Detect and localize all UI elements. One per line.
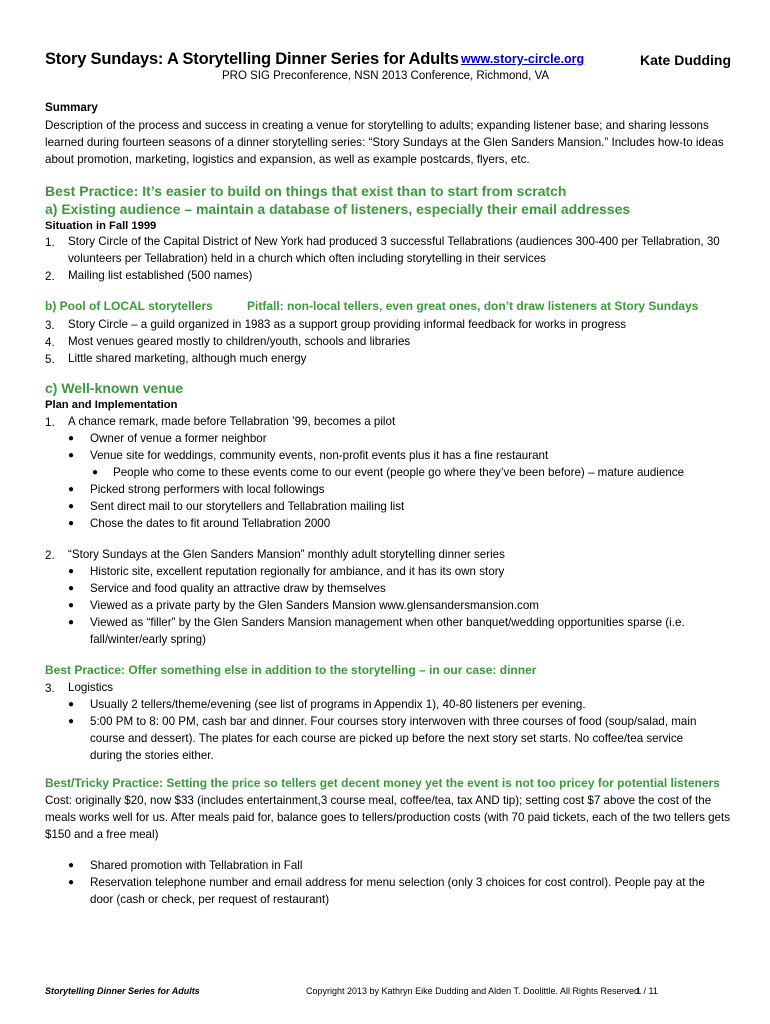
list-item: A chance remark, made before Tellabration ’99, becomes a pilot <box>68 415 396 428</box>
doc-title: Story Sundays: A Storytelling Dinner Series for Adults <box>45 50 459 68</box>
bullet-item: Historic site, excellent reputation regionally for ambiance, and it has its own story <box>90 565 505 578</box>
bullet-dot-icon: ● <box>92 467 99 478</box>
bullet-item: Owner of venue a former neighbor <box>90 432 267 445</box>
list-number: 4. <box>45 336 55 349</box>
bullet-dot-icon: ● <box>68 877 75 888</box>
bullet-dot-icon: ● <box>68 860 75 871</box>
list-item: Story Circle of the Capital District of New York had produced 3 successful Tellabrations (audiences 300-400 per Tellabration, 30 volunteers per Tellabration) held in a church which often including storytelling in their services <box>68 235 720 265</box>
bullet-dot-icon: ● <box>68 450 75 461</box>
list-item: Logistics <box>68 681 114 694</box>
bullet-item: Viewed as “filler” by the Glen Sanders Mansion management when other banquet/wedding opportunities sparse (i.e. fall/winter/early spring) <box>90 616 685 646</box>
doc-subtitle: PRO SIG Preconference, NSN 2013 Conference, Richmond, VA <box>222 70 550 82</box>
list-item: Most venues geared mostly to children/youth, schools and libraries <box>68 335 411 348</box>
best-practice-3-heading: Best/Tricky Practice: Setting the price so tellers get decent money yet the event is not too pricey for potential listeners <box>45 776 720 790</box>
list-number: 2. <box>45 270 55 283</box>
footer-copyright: Copyright 2013 by Kathryn Eike Dudding and Alden T. Doolittle. All Rights Reserved. <box>306 986 642 996</box>
plan-heading: Plan and Implementation <box>45 399 178 411</box>
bullet-dot-icon: ● <box>68 600 75 611</box>
list-number: 5. <box>45 353 55 366</box>
bullet-item: Venue site for weddings, community events, non-profit events plus it has a fine restaurant <box>90 449 549 462</box>
summary-heading: Summary <box>45 101 98 114</box>
list-item: “Story Sundays at the Glen Sanders Mansion” monthly adult storytelling dinner series <box>68 548 505 561</box>
bullet-dot-icon: ● <box>68 566 75 577</box>
bullet-dot-icon: ● <box>68 518 75 529</box>
website-link[interactable]: www.story-circle.org <box>461 52 585 66</box>
pricing-text: Cost: originally $20, now $33 (includes entertainment,3 course meal, coffee/tea, tax AND tip); setting cost $7 above the cost of the meals works well for us. After meals paid for, balance goes to tellers/production costs (with 70 paid tickets, each of the two tellers gets $150 and a free meal) <box>45 794 731 841</box>
bullet-item: Reservation telephone number and email address for menu selection (only 3 choices for cost control). People pay at the door (cash or check, per request of restaurant) <box>90 876 705 906</box>
bullet-dot-icon: ● <box>68 433 75 444</box>
bullet-item: 5:00 PM to 8: 00 PM, cash bar and dinner. Four courses story interwoven with three courses of food (soup/salad, main course and dessert). The plates for each course are picked up before the next story set starts. No coffee/tea service during the stories either. <box>90 715 697 762</box>
list-number: 3. <box>45 682 55 695</box>
list-item: Mailing list established (500 names) <box>68 269 253 282</box>
bullet-item: People who come to these events come to our event (people go where they’ve been before) – mature audience <box>113 466 685 479</box>
page-number: 1 / 11 <box>636 986 658 996</box>
pitfall-note: Pitfall: non-local tellers, even great ones, don’t draw listeners at Story Sundays <box>247 299 699 313</box>
list-number: 2. <box>45 549 55 562</box>
list-item: Little shared marketing, although much energy <box>68 352 307 365</box>
bullet-item: Shared promotion with Tellabration in Fall <box>90 859 303 872</box>
list-number: 1. <box>45 416 55 429</box>
bullet-item: Chose the dates to fit around Tellabration 2000 <box>90 517 331 530</box>
author-name: Kate Dudding <box>640 52 731 68</box>
bullet-dot-icon: ● <box>68 716 75 727</box>
bullet-dot-icon: ● <box>68 699 75 710</box>
bullet-item: Sent direct mail to our storytellers and Tellabration mailing list <box>90 500 405 513</box>
bullet-item: Picked strong performers with local followings <box>90 483 325 496</box>
best-practice-2-heading: Best Practice: Offer something else in addition to the storytelling – in our case: dinner <box>45 663 537 677</box>
bullet-item: Service and food quality an attractive draw by themselves <box>90 582 386 595</box>
list-number: 1. <box>45 236 55 249</box>
best-practice-1-heading: Best Practice: It’s easier to build on things that exist than to start from scratch <box>45 183 567 199</box>
footer-title: Storytelling Dinner Series for Adults <box>45 986 200 996</box>
bullet-dot-icon: ● <box>68 501 75 512</box>
section-c-heading: c) Well-known venue <box>45 380 184 396</box>
list-item: Story Circle – a guild organized in 1983 as a support group providing informal feedback for works in progress <box>68 318 627 331</box>
bullet-item: Viewed as a private party by the Glen Sanders Mansion www.glensandersmansion.com <box>90 599 539 612</box>
bullet-item: Usually 2 tellers/theme/evening (see list of programs in Appendix 1), 40-80 listeners per evening. <box>90 698 586 711</box>
summary-text: Description of the process and success in creating a venue for storytelling to adults; expanding listener base; and sharing lessons learned during fourteen seasons of a dinner storytelling series: “Story Sundays at the Glen Sanders Mansion.” Includes how-to ideas about promotion, marketing, logistics and expansion, as well as example postcards, flyers, etc. <box>45 119 724 166</box>
list-number: 3. <box>45 319 55 332</box>
bullet-dot-icon: ● <box>68 583 75 594</box>
bullet-dot-icon: ● <box>68 617 75 628</box>
section-b-heading: b) Pool of LOCAL storytellers <box>45 299 213 313</box>
situation-heading: Situation in Fall 1999 <box>45 220 157 232</box>
section-a-heading: a) Existing audience – maintain a database of listeners, especially their email addresses <box>45 201 631 217</box>
bullet-dot-icon: ● <box>68 484 75 495</box>
